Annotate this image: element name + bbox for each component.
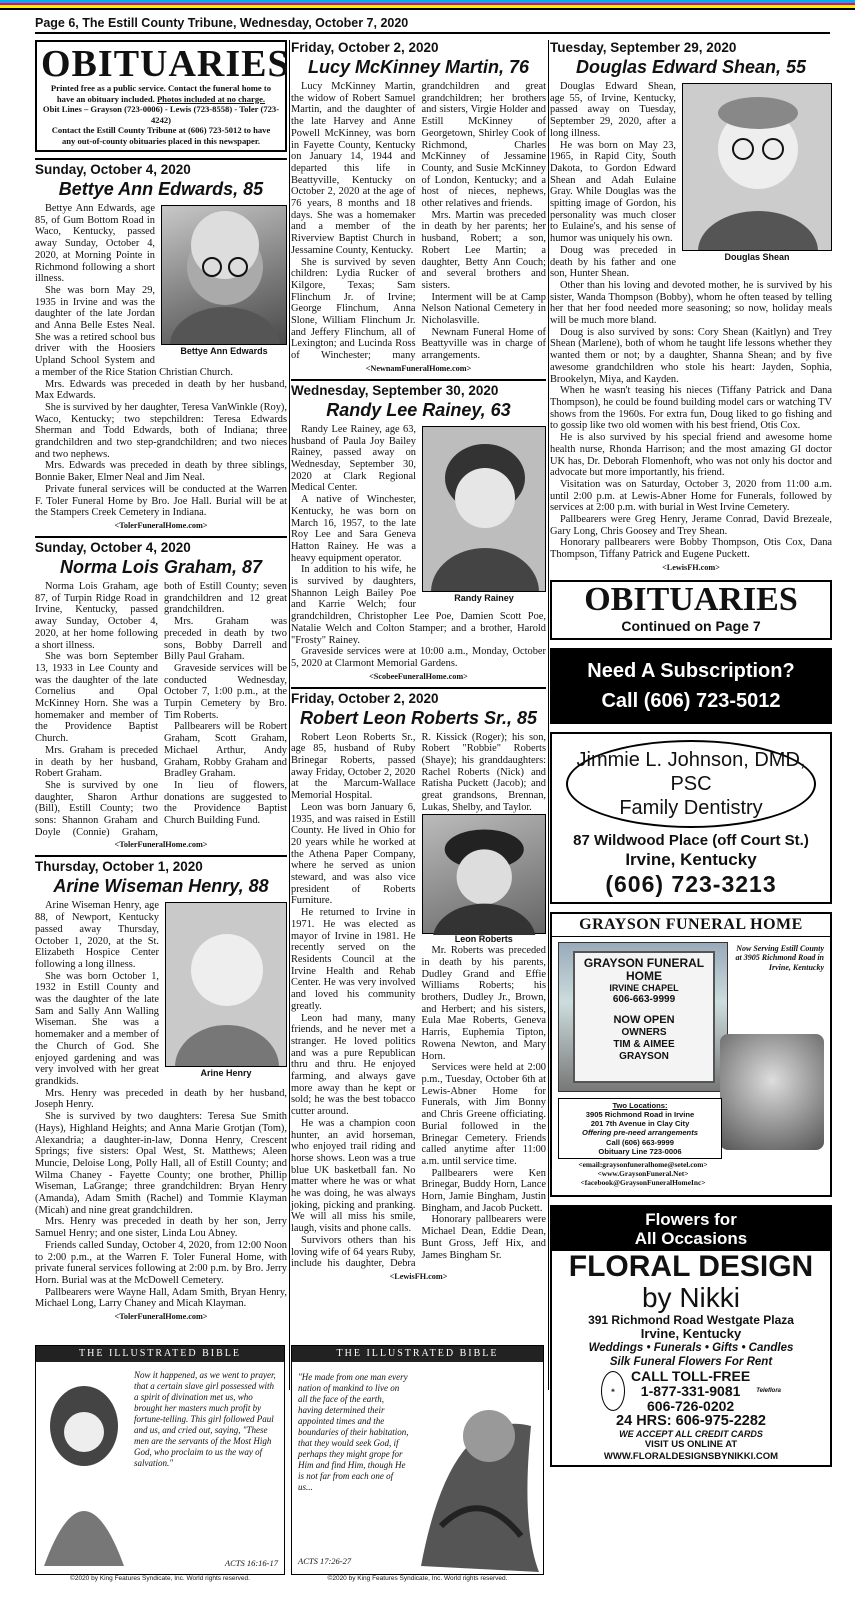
floral-visit-label: VISIT US ONLINE AT xyxy=(644,1438,738,1450)
paragraph: She was born September 13, 1933 in Lee County and was the daughter of the late Cornelius and Opal McKinney Horn. She was a homemaker and member of the Providence Baptist Church. xyxy=(35,651,158,745)
dentist-phone: (606) 723-3213 xyxy=(605,870,777,897)
column-rule xyxy=(289,40,290,1390)
bible-illustration xyxy=(411,1366,541,1572)
obituaries-header-box xyxy=(35,40,290,152)
floral-top-line: All Occasions xyxy=(634,1228,748,1248)
grayson-sign xyxy=(573,951,715,1083)
teleflora-logo: Teleflora xyxy=(756,1388,782,1395)
paragraph: She is survived by her daughter, Teresa VanWinkle (Roy), Waco, Kentucky; two stepchildren: Teresa Edwards Sherman and Todd Edwards, both of Indiana; three grandchildren and two step-grandchildren; and two nieces and two nephews. xyxy=(35,401,287,460)
paragraph: Pallbearers were Greg Henry, Jerame Conrad, David Brezeale, Gary Long, Chris Goosey and Trey Shean. xyxy=(550,514,832,537)
sign-line: OWNERS xyxy=(621,1026,667,1038)
paragraph: Friends called Sunday, October 4, 2020, from 12:00 Noon to 2:00 p.m., at the Warren F. Toler Funeral Home, with private funeral services following at 2:00 p.m. by Bro. Jerry Horn. Burial was at the McDowell Cemetery. xyxy=(35,1239,287,1286)
obituary-shean xyxy=(550,40,832,572)
obituary-name: Norma Lois Graham, 87 xyxy=(59,556,263,577)
location-line: Obituary Line 723-0006 xyxy=(598,1146,682,1156)
funeral-home-credit: <NewnamFuneralHome.com> xyxy=(365,363,472,373)
sign-line: GRAYSON FUNERAL HOME xyxy=(583,955,705,983)
obituary-graham xyxy=(35,536,287,849)
portrait-photo xyxy=(161,205,287,357)
obituary-date: Friday, October 2, 2020 xyxy=(291,40,439,55)
paragraph: Lucy McKinney Martin, the widow of Robert Samuel Martin, and the daughter of the late Harvey and Anne Powell McKinney, was born in Fayette County, Kentucky on January 14, 1944 and departed this life in Beattyville, Kentucky on October 2, 2020 at the age of 76 years, 8 months and 18 days. She was a homemaker and a member of the Riverview Baptist Church in Jessamine County, Kentucky. xyxy=(291,81,416,256)
paragraph: Other than his loving and devoted mother, he is survived by his sister, Wanda Thompson (Bobby), whom he often teased by telling her that her food needed more seasoning; so now, holiday meals will be much more bland. xyxy=(550,279,832,327)
floral-phone: 1-877-331-9081 xyxy=(640,1382,741,1399)
paragraph: A native of Winchester, Kentucky, he was born on March 16, 1957, to the late Roy Lee and Sara Geneva Hatton Rainey. He was a heavy equipment operator. xyxy=(291,494,416,564)
floral-address: 391 Richmond Road Westgate Plaza xyxy=(588,1312,794,1327)
portrait-image xyxy=(166,902,286,1067)
column-middle xyxy=(291,40,546,1281)
floral-design-ad xyxy=(550,1205,832,1467)
portrait-photo xyxy=(422,814,547,946)
obituary-name: Lucy McKinney Martin, 76 xyxy=(307,57,530,77)
obituary-name: Robert Leon Roberts Sr., 85 xyxy=(299,707,538,728)
page-masthead: Page 6, The Estill County Tribune, Wednesday, October 7, 2020 xyxy=(35,12,830,34)
dentist-city: Irvine, Kentucky xyxy=(625,849,757,869)
paragraph: She was born October 1, 1932 in Estill County and was the daughter of the late Sam and Sally Ann Walling Wiseman. She was a homemaker and a member of the Church of God. She enjoyed gardening and was very involved with her great grandkids. xyxy=(35,970,159,1087)
column-right xyxy=(550,40,832,1467)
photo-frame xyxy=(165,902,287,1067)
paragraph: Doug is also survived by sons: Cory Shean (Kaitlyn) and Trey Shean (Marlene), both of whom he taught life lessons whether they wanted them or not; by a daughter, Shanna Shean; and by five awesome grandchildren who stole his heart: Jayden, Sophia, Brookelyn, Miya, and Kayden. xyxy=(550,326,832,385)
grayson-owners-photo xyxy=(720,1034,824,1150)
paragraph: Interment will be at Camp Nelson National Cemetery in Nicholasville. xyxy=(421,291,546,327)
paragraph: Graveside services will be conducted Wednesday, October 7, 1:00 p.m., at the Turpin Cemetery by Bro. Tim Roberts. xyxy=(164,662,287,721)
paragraph: Arine Wiseman Henry, age 88, of Newport, Kentucky passed away Thursday, October 1, 2020, at the St. Elizabeth Hospice Center following a long illness. xyxy=(35,900,159,970)
subscription-ad xyxy=(550,648,832,724)
dentist-name: Jimmie L. Johnson, DMD, PSC xyxy=(576,748,806,795)
paragraph: Honorary pallbearers were Bobby Thompson, Otis Cox, Dana Thompson, Tiffany Patrick and Eugene Puckett. xyxy=(550,537,832,561)
obituary-martin xyxy=(291,40,546,373)
floral-phones xyxy=(631,1369,750,1414)
dentist-practice: Family Dentistry xyxy=(619,796,763,819)
sign-line: IRVINE CHAPEL xyxy=(609,982,679,993)
paragraph: Doug was preceded in death by his father and one son, Hunter Shean. xyxy=(550,244,676,280)
paragraph: Mrs. Martin was preceded in death by her parents; her husband, Robert; a son, Robert Lee Martin; a daughter, Betty Ann Couch; and several brothers and sisters. xyxy=(421,209,546,291)
floral-top-banner xyxy=(552,1207,830,1251)
dentist-address: 87 Wildwood Place (off Court St.) xyxy=(573,831,809,849)
paragraph: Mrs. Graham is preceded in death by her husband, Robert Graham. xyxy=(35,744,158,780)
portrait-image xyxy=(423,426,545,592)
subscription-phone: Call (606) 723-5012 xyxy=(601,689,781,712)
dentist-name-oval xyxy=(566,740,816,828)
dentist-ad xyxy=(550,732,832,904)
paragraph: Robert Leon Roberts Sr., age 85, husband of Ruby Brinegar Roberts, passed away Friday, October 2, 2020 at the Marcum-Wallace Memorial Hospital. xyxy=(291,731,416,802)
paragraph: Services were held at 2:00 p.m., Tuesday, October 6th at Lewis-Abner Home for Funerals, with Jim Bonny and Chris Greene officiating. Burial followed in the Brinegar Cemetery. Friends called anytime after 11:00 a.m. until service time. xyxy=(421,1062,546,1167)
bible-quote: "He made from one man every nation of mankind to live on all the face of the earth, having determined their appointed times and the boundaries of their habitation, that they would seek God, if perhaps they might grope for Him and find Him, though He is not far from each one of us... xyxy=(298,1372,409,1492)
paragraph: Mrs. Edwards was preceded in death by her husband, Max Edwards. xyxy=(35,378,287,402)
column-left xyxy=(35,40,290,1322)
bible-panel-title: THE ILLUSTRATED BIBLE xyxy=(36,1346,284,1362)
floral-cards-note: WE ACCEPT ALL CREDIT CARDS xyxy=(619,1428,763,1439)
funeral-home-credit: <ScobeeFuneralHome.com> xyxy=(369,671,468,681)
paragraph: Mrs. Graham was preceded in death by two sons, Bobby Darrell and Billy Paul Graham. xyxy=(164,616,287,663)
obituary-body xyxy=(550,81,832,561)
floral-24hr-phone: 24 HRS: 606-975-2282 xyxy=(616,1412,766,1429)
subscription-headline: Need A Subscription? xyxy=(587,659,795,682)
floral-call-label: CALL TOLL-FREE xyxy=(630,1367,751,1384)
paragraph: Mrs. Henry was preceded in death by her son, Jerry Samuel Henry; and one sister, Linda Lou Abney. xyxy=(35,1216,287,1240)
obituary-roberts xyxy=(291,687,546,1281)
photo-caption: Douglas Shean xyxy=(724,252,790,262)
paragraph: She is survived by one daughter, Sharon Arthur (Bill), Estill County; two sons: Shannon Graham and Doyle (Connie) Graham, both of Estill County; seven grandchildren and 12 great grandchildren. xyxy=(35,580,287,838)
grayson-email[interactable]: <email:graysonfuneralhome@setel.com> xyxy=(578,1159,708,1169)
funeral-home-credit: <LewisFH.com> xyxy=(389,1271,448,1281)
photo-frame xyxy=(422,814,547,934)
paragraph: Newnam Funeral Home of Beattyville was in charge of arrangements. xyxy=(421,326,546,362)
sign-line: GRAYSON xyxy=(619,1050,669,1062)
obituary-date: Tuesday, September 29, 2020 xyxy=(550,40,737,55)
floral-phone-block xyxy=(552,1369,830,1414)
portrait-photo xyxy=(422,426,546,604)
grayson-sign-photo xyxy=(558,942,728,1092)
obituary-body xyxy=(291,732,546,1270)
paragraph: Graveside services were at 10:00 a.m., Monday, October 5, 2020 at Clarmont Memorial Gardens. xyxy=(291,646,546,669)
location-line: 201 7th Avenue in Clay City xyxy=(590,1119,690,1129)
bible-illustration xyxy=(38,1366,130,1566)
paragraph: She is survived by seven children: Lydia Rucker of Kilgore, Texas; Sam Flinchum Jr. of Irvine; George Flinchum, Anna Slone, William Flinchum Jr. and Jeffery Flinchum, all of Lexington; and Lucinda Ross of Winchester; many grandchildren and great grandchildren; her brothers and sisters, Virgie Holder and Estill McKinney of Georgetown, Shirley Cook of Richmond, Charles McKinney of Jessamine County, and Susie McKinney of London, Kentucky; and a host of nieces, nephews, other relatives and friends. xyxy=(291,81,546,362)
photo-frame xyxy=(422,426,546,592)
obituary-date: Thursday, October 1, 2020 xyxy=(35,859,203,875)
paragraph: In addition to his wife, he is survived by daughters, Shannon Leigh Bailey Poe and Karrie Welch; four grandchildren, Christopher Lee Poe, Damien Scott Poe, Natalie Welch and Colton Stamper; and a brother, Harold "Frosty" Rainey. xyxy=(291,564,546,646)
paragraph: Leon had many, many friends, and he never met a stranger. He loved politics and was a pure Republican thru and thru. He enjoyed farming, and always gave more away than he kept or sold; he was the best tobacco cutter around. xyxy=(291,1012,416,1118)
paragraph: He is also survived by his special friend and awesome home health nurse, Rhonda Harrison; and the most amazing GI doctor UK has, Dr. Deborah Flomenhoft, who was not only his doctor and advocate but more importantly, his friend. xyxy=(550,432,832,479)
paragraph: Leon was born January 6, 1935, and was raised in Estill County. He lived in Ohio for 20 years while he worked at the Athena Paper Company, where he served as union steward, and was also vice president of Roberts Furniture. xyxy=(291,801,416,907)
photo-frame xyxy=(682,83,832,251)
obituary-henry xyxy=(35,855,287,1321)
paragraph: Survivors others than his loving wife of 64 years Ruby, include his daughter, Debra R. Kissick (Roger); his son, Robert "Robbie" Roberts (Shaye); his granddaughters: Rachel Roberts (Nick) and Ratisha Puckett (Jacob); and great grandsons, Brennan, Lukas, Shelby, and Taylor. xyxy=(291,731,546,1270)
bible-panel xyxy=(291,1345,544,1575)
funeral-home-credit: <TolerFuneralHome.com> xyxy=(114,840,208,850)
obituary-name: Bettye Ann Edwards, 85 xyxy=(58,179,264,199)
paragraph: Douglas Edward Shean, age 55, of Irvine, Kentucky, passed away on Tuesday, September 29, 2020, after a long illness. xyxy=(550,81,676,139)
obituary-date: Sunday, October 4, 2020 xyxy=(35,539,191,555)
paragraph: Mr. Roberts was preceded in death by his parents, Dudley Grand and Effie Williams Roberts; his brothers, Dudley Jr., Brown, and Herbert; and his sisters, Eula Mae Roberts, Geneva Harris, Euphemia Tipton, Rowena Newton, and Mary Horn. xyxy=(421,945,546,1062)
portrait-image xyxy=(683,83,831,251)
sign-line: 606-663-9999 xyxy=(612,993,676,1005)
obituary-date: Sunday, October 4, 2020 xyxy=(35,162,191,177)
bible-panel xyxy=(35,1345,285,1575)
portrait-photo xyxy=(165,902,287,1079)
paragraph: In lieu of flowers, donations are suggested to the Providence Baptist Church Building Fund. xyxy=(164,779,287,827)
paragraph: Norma Lois Graham, age 87, of Turpin Ridge Road in Irvine, Kentucky, passed away Sunday, October 4, 2020, at her home following a short illness. xyxy=(35,580,158,651)
floral-by-line: by Nikki xyxy=(641,1281,740,1313)
color-registration-bar xyxy=(0,0,855,10)
grayson-facebook[interactable]: <facebook@GraysonFuneralHomeInc> xyxy=(580,1177,706,1187)
floral-top-line: Flowers for xyxy=(645,1209,737,1229)
paragraph: Pallbearers were Wayne Hall, Adam Smith, Bryan Henry, Michael Long, Larry Chaney and Micah Klayman. xyxy=(35,1286,287,1310)
photo-caption: Bettye Ann Edwards xyxy=(180,346,268,356)
floral-business-name: FLORAL DESIGN xyxy=(568,1249,814,1283)
portrait-image xyxy=(162,205,286,345)
paragraph: Pallbearers were Ken Brinegar, Buddy Horn, Lance Horn, Jamie Bingham, Justin Bingham, and Jacob Puckett. xyxy=(421,1167,546,1214)
flower-icon: ❀ xyxy=(601,1371,625,1411)
paragraph: He was a champion coon hunter, an avid horseman, who enjoyed trail riding and horse shows. Leon was a true blue UK basketball fan. No matter where he was or what he was doing, he was always joking, picking and pranking. We will all miss his smile, laugh, visits and phone calls. xyxy=(291,1117,416,1235)
obituary-edwards xyxy=(35,158,287,530)
obituary-rainey xyxy=(291,379,546,681)
portrait-image xyxy=(423,815,546,935)
grayson-serving-note: Now Serving Estill County at 3905 Richmond Road in Irvine, Kentucky xyxy=(735,943,824,972)
paragraph: Visitation was on Saturday, October 3, 2020 from 11:00 a.m. until 2:00 p.m. at Lewis-Abner Home for Funerals, followed by services at 2:00 p.m. with burial in West Irvine Cemetery. xyxy=(550,478,832,514)
location-line: 3905 Richmond Road in Irvine xyxy=(585,1110,695,1120)
photo-caption: Arine Henry xyxy=(200,1068,252,1079)
column-rule xyxy=(548,40,549,1390)
paragraph: Bettye Ann Edwards, age 85, of Gum Bottom Road in Waco, Kentucky, passed away Sunday, October 4, 2020, at Morning Pointe in Richmond following a short illness. xyxy=(35,203,155,285)
photo-caption: Leon Roberts xyxy=(454,933,513,944)
paragraph: Mrs. Edwards was preceded in death by three siblings, Bonnie Baker, Elmer Neal and Jim Neal. xyxy=(35,460,287,484)
obituary-name: Randy Lee Rainey, 63 xyxy=(326,399,511,420)
bible-copyright: ©2020 by King Features Syndicate, Inc. World rights reserved. xyxy=(327,1575,508,1582)
bible-reference: ACTS 16:16-17 xyxy=(224,1558,278,1568)
continued-notice xyxy=(550,580,832,640)
grayson-funeral-ad xyxy=(550,912,832,1197)
paragraph: When he wasn't teasing his nieces (Tiffany Patrick and Dana Thompson), he could be found building model cars or watching TV shows from the 1960s. For extra fun, Doug liked to go fishing and to gossip like two old women with his best friend, Otis Cox. xyxy=(550,385,832,432)
sign-line: NOW OPEN xyxy=(613,1013,675,1026)
obituary-body xyxy=(35,900,287,1310)
grayson-website[interactable]: <www.GraysonFuneral.Net> xyxy=(597,1168,689,1178)
paragraph: She is survived by two daughters: Teresa Sue Smith (Hays), Highland Heights; and Anna Marie Grotjan (Tom), Alexandria; a daughter-in-law, Donna Henry, Crescent Springs; five sisters: Opal West, St. Matthews; Aleen Muncie, Deloise Long, Polly Hall, all of Estill County; and Wilma Chaney - Fayette County; one brother, Phillip Wiseman, LaGrange; three grandchildren: Bryan Henry (Amanda), Adam Smith (Rachel) and Tommie Klayman (Micah) and nine great grandchildren. xyxy=(35,1111,287,1216)
funeral-home-credit: <TolerFuneralHome.com> xyxy=(114,1312,208,1322)
funeral-home-credit: <LewisFH.com> xyxy=(662,562,720,572)
floral-rent-note: Silk Funeral Flowers For Rent xyxy=(609,1355,773,1368)
paragraph: Honorary pallbearers were Michael Dean, Eddie Dean, Bunt Gross, Jeff Hix, and James Bingham Sr. xyxy=(421,1214,546,1261)
bible-reference: ACTS 17:26-27 xyxy=(298,1556,352,1566)
grayson-locations xyxy=(558,1098,722,1159)
paragraph: He was born on May 23, 1965, in Rapid City, South Dakota, to Gordon Edward Shean and Adah Eulaine Gray. While Douglas was the spitting image of Gordon, his personality was much closer to Eulaine's, and his sense of humor was uniquely his own. xyxy=(550,139,676,245)
obituary-body xyxy=(291,81,546,362)
black-stripe xyxy=(0,8,855,11)
floral-city: Irvine, Kentucky xyxy=(640,1325,742,1341)
obituary-name: Douglas Edward Shean, 55 xyxy=(575,57,807,77)
paragraph: She was born May 29, 1935 in Irvine and was the daughter of the late Jordan and Anna Belle Estes Neal. She was a retired school bus driver with the Hoosiers Upland School System and a member of the Rice Station Christian Church. xyxy=(35,284,233,378)
sign-line: TIM & AIMEE xyxy=(613,1038,675,1050)
photo-frame xyxy=(161,205,287,345)
obituary-date: Friday, October 2, 2020 xyxy=(291,690,439,706)
obituary-name: Arine Wiseman Henry, 88 xyxy=(53,876,269,897)
obituary-date: Wednesday, September 30, 2020 xyxy=(291,382,499,398)
illustrated-bible-panel-1 xyxy=(35,1345,285,1582)
funeral-home-credit: <TolerFuneralHome.com> xyxy=(114,520,208,530)
obituary-body xyxy=(35,203,287,519)
grayson-contacts xyxy=(558,1160,728,1187)
location-line: Offering pre-need arrangements xyxy=(582,1128,698,1138)
portrait-photo xyxy=(682,83,832,263)
floral-phone: 606-726-0202 xyxy=(647,1397,735,1414)
location-line: Call (606) 663-9999 xyxy=(606,1137,674,1147)
paragraph: Private funeral services will be conducted at the Warren F. Toler Funeral Home by Bro. Joe Hall. Burial will be at the Stampers Creek Cemetery in Indiana. xyxy=(35,483,287,519)
obituary-body xyxy=(291,424,546,670)
location-line: Two Locations: xyxy=(612,1100,668,1110)
section-title: OBITUARIES xyxy=(41,43,290,85)
header-note: Printed free as a public service. Contact the funeral home to have an obituary included. Photos included at no charge. Obit Lines – Grayson (723-0006) - Lewis (723-8558) - Toler (723-4242) Contact the Estill County Tribune at (606) 723-5012 to have any out-of-county obituaries placed in this newspaper. xyxy=(42,83,280,146)
floral-website[interactable]: WWW.FLORALDESIGNSBYNIKKI.COM xyxy=(603,1450,779,1462)
paragraph: Mrs. Henry was preceded in death by her husband, Joseph Henry. xyxy=(35,1087,287,1111)
continued-title: OBITUARIES xyxy=(584,580,798,618)
paragraph: Randy Lee Rainey, age 63, husband of Paula Joy Bailey Rainey, passed away on Wednesday, September 30, 2020 at Clark Regional Medical Center. xyxy=(291,423,416,494)
floral-services: Weddings • Funerals • Gifts • Candles xyxy=(588,1341,794,1354)
bible-quote: Now it happened, as we went to prayer, that a certain slave girl possessed with a spirit of divination met us, who brought her masters much profit by fortune-telling. This girl followed Paul and us, and cried out, saying, "These men are the servants of the Most High God, who proclaim to us the way of salvation." xyxy=(134,1370,276,1468)
bible-copyright: ©2020 by King Features Syndicate, Inc. World rights reserved. xyxy=(70,1575,250,1582)
paragraph: He returned to Irvine in 1971. He was elected as mayor of Irvine in 1981. He recently served on the Residents Council at the Irvine Health and Rehab Center. He was very involved and loved his community greatly. xyxy=(291,907,416,1012)
grayson-header: GRAYSON FUNERAL HOME xyxy=(552,914,830,937)
photo-caption: Randy Rainey xyxy=(454,592,514,603)
continued-subtitle: Continued on Page 7 xyxy=(621,617,761,634)
illustrated-bible-panel-2 xyxy=(291,1345,544,1582)
bible-panel-title: THE ILLUSTRATED BIBLE xyxy=(292,1346,543,1362)
paragraph: Pallbearers will be Robert Graham, Scott Graham, Michael Arthur, Andy Graham, Robby Graham and Bradley Graham. xyxy=(164,721,287,780)
obituary-body xyxy=(35,581,287,838)
